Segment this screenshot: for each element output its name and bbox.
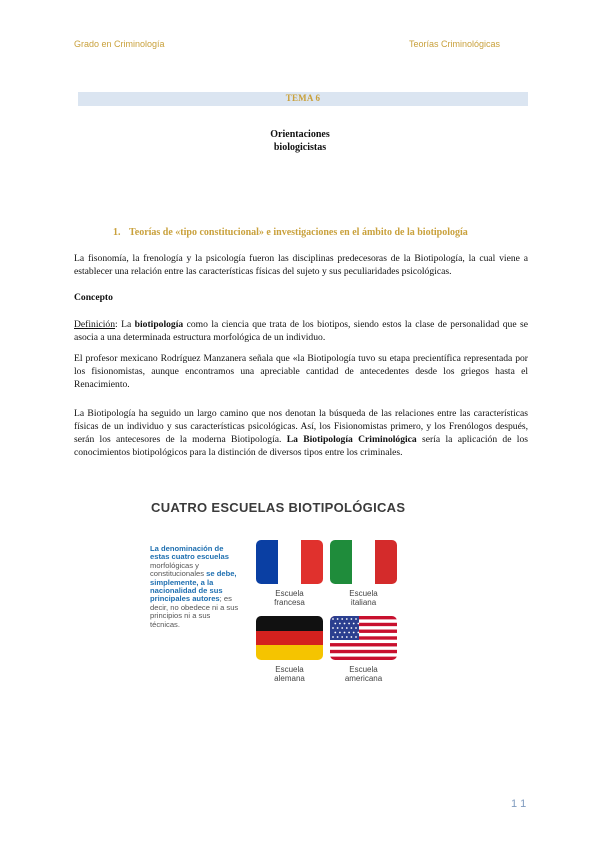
paragraph-4-bold: La Biotipología Criminológica bbox=[286, 434, 417, 445]
definition-label: Definición bbox=[74, 319, 116, 330]
concepto-heading: Concepto bbox=[74, 292, 113, 303]
caption-italian-school bbox=[330, 589, 397, 607]
paragraph-4 bbox=[74, 407, 528, 459]
de-stripe-black bbox=[256, 616, 323, 631]
page-number: 1 1 bbox=[511, 798, 527, 810]
us-star bbox=[351, 618, 353, 620]
section-heading bbox=[113, 227, 468, 238]
france-flag-icon bbox=[256, 540, 323, 584]
us-star bbox=[337, 627, 339, 629]
header-right: Teorías Criminológicas bbox=[409, 39, 501, 49]
document-subtitle bbox=[0, 128, 600, 154]
caption-italian-line-1: Escuela bbox=[349, 589, 378, 598]
us-star bbox=[344, 623, 346, 625]
caption-american-line-2: americana bbox=[344, 674, 383, 683]
definition-text-a: : La bbox=[115, 319, 135, 330]
us-star bbox=[341, 627, 343, 629]
us-star bbox=[339, 632, 341, 634]
caption-american-school bbox=[330, 665, 397, 683]
tema-banner bbox=[78, 92, 528, 106]
fr-stripe-white bbox=[278, 540, 300, 584]
us-star bbox=[341, 636, 343, 638]
caption-german-school bbox=[256, 665, 323, 683]
us-star bbox=[341, 618, 343, 620]
paragraph-4-text-a: La Biotipología ha seguido un largo camino que nos denotan la búsqueda de las relaciones entre las características físicas de un individuo y sus características psicológicas. Así, los Fisionomistas primero, y los Frenólogos después, serán los antecesores de la moderna Biotipología. bbox=[74, 408, 528, 445]
usa-flag-icon bbox=[330, 616, 397, 660]
caption-german-line-1: Escuela bbox=[275, 665, 304, 674]
infographic-text-2: morfológicas y constitucionales bbox=[150, 560, 207, 579]
us-star bbox=[346, 627, 348, 629]
infographic-text-4: ; es decir, no obedece ni a sus principios ni a sus técnicas. bbox=[150, 594, 239, 629]
us-star bbox=[346, 636, 348, 638]
caption-french-line-2: francesa bbox=[274, 598, 305, 607]
us-star bbox=[348, 623, 350, 625]
us-star bbox=[355, 618, 357, 620]
tema-label: TEMA 6 bbox=[285, 93, 321, 103]
definition-paragraph bbox=[74, 318, 528, 344]
section-title: Teorías de «tipo constitucional» e investigaciones en el ámbito de la biotipología bbox=[129, 227, 468, 238]
us-star bbox=[353, 623, 355, 625]
infographic-title: CUATRO ESCUELAS BIOTIPOLÓGICAS bbox=[151, 500, 406, 515]
caption-french-line-1: Escuela bbox=[275, 589, 304, 598]
caption-german-line-2: alemana bbox=[274, 674, 305, 683]
us-star bbox=[355, 636, 357, 638]
italy-flag-icon bbox=[330, 540, 397, 584]
schools-infographic bbox=[142, 494, 432, 694]
it-stripe-red bbox=[375, 540, 397, 584]
us-star bbox=[348, 632, 350, 634]
fr-stripe-red bbox=[301, 540, 323, 584]
us-star bbox=[339, 623, 341, 625]
us-red-stripe bbox=[330, 643, 397, 646]
us-star bbox=[357, 632, 359, 634]
it-stripe-green bbox=[330, 540, 352, 584]
paragraph-4-text-b: sería la aplicación de los conocimientos biotipológicos para la distinción de diversos tipos entre los criminales. bbox=[74, 434, 528, 458]
us-star bbox=[332, 618, 334, 620]
us-star bbox=[353, 632, 355, 634]
it-stripe-white bbox=[352, 540, 374, 584]
us-star bbox=[332, 627, 334, 629]
us-star bbox=[357, 623, 359, 625]
paragraph-3: El profesor mexicano Rodríguez Manzanera señala que «la Biotipología tuvo su etapa precientífica representada por los fisionomistas, aunque encontramos una apreciable cantidad de antecedentes desde los griegos hasta el Renacimiento. bbox=[74, 353, 528, 390]
germany-flag-icon bbox=[256, 616, 323, 660]
infographic-text-1: La denominación de estas cuatro escuelas bbox=[150, 544, 229, 562]
de-stripe-red bbox=[256, 631, 323, 646]
paragraph-1: La fisonomía, la frenología y la psicología fueron las disciplinas predecesoras de la Biotipología, la cual viene a establecer una relación entre las características físicas del sujeto y sus peculiaridades psicológicas. bbox=[74, 253, 528, 277]
us-red-stripe bbox=[330, 650, 397, 653]
us-star bbox=[332, 636, 334, 638]
us-star bbox=[346, 618, 348, 620]
header-left: Grado en Criminología bbox=[74, 39, 165, 49]
section-number: 1. bbox=[113, 227, 121, 238]
us-star bbox=[334, 623, 336, 625]
de-stripe-gold bbox=[256, 645, 323, 660]
us-star bbox=[334, 632, 336, 634]
definition-term: biotipología bbox=[134, 319, 184, 330]
infographic-text-3: se debe, simplemente, a la nacionalidad de sus principales autores bbox=[150, 569, 237, 604]
fr-stripe-blue bbox=[256, 540, 278, 584]
caption-italian-line-2: italiana bbox=[350, 598, 377, 607]
caption-french-school bbox=[256, 589, 323, 607]
definition-text-b: como la ciencia que trata de los biotipos, siendo estos la clase de personalidad que se asocia a una determinada estructura morfológica de un individuo. bbox=[74, 319, 528, 343]
us-star bbox=[337, 636, 339, 638]
us-star bbox=[344, 632, 346, 634]
subtitle-line-1: Orientaciones bbox=[270, 129, 330, 140]
us-star bbox=[351, 636, 353, 638]
subtitle-line-2: biologicistas bbox=[273, 142, 327, 153]
us-star bbox=[355, 627, 357, 629]
us-star bbox=[337, 618, 339, 620]
us-red-stripe bbox=[330, 657, 397, 660]
infographic-description bbox=[150, 545, 242, 629]
us-star bbox=[351, 627, 353, 629]
caption-american-line-1: Escuela bbox=[349, 665, 378, 674]
